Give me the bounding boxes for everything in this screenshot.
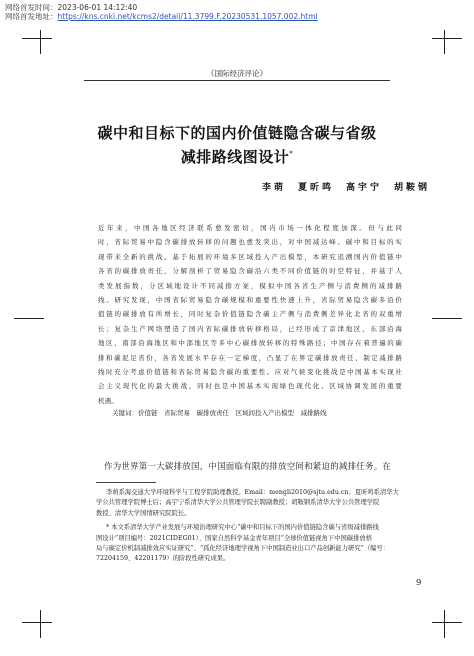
footnote-line: * 本文系清华大学产业发展与环境治理研究中心“碳中和目标下的国内价值链隐含碳与省级减排路线 xyxy=(106,524,379,532)
crop-mark-top-right-v xyxy=(444,30,445,54)
abstract-line: 值链的碳排放有所增长，同时复杂价值链隐含碳主产侧与消费侧差异化北省的双重增 xyxy=(98,310,402,319)
crop-mark-top-left-v xyxy=(40,30,41,54)
footnote-line: 局与碳定价机制减排效应实证研究”、“孤化经济地理学视角下中国制造业出口产品创新能力研究”（编号： xyxy=(96,545,390,553)
online-first-url-link[interactable]: https://kns.cnki.net/kcms2/detail/11.3799.F.20230531.1057.002.html xyxy=(57,12,318,21)
footnote-line: 72204159、42201179）的阶段性研究成果。 xyxy=(96,555,230,563)
body-first-line: 作为世界第一大碳排放国，中国面临有限的排放空间和紧迫的减排任务。在 xyxy=(104,462,392,472)
abstract-line: 线时充分考虑价值链和省际贸易隐含碳的重要性。应对气候变化挑战是中国基本实现社 xyxy=(98,368,402,377)
crop-mark-bottom-right-h xyxy=(432,622,462,623)
online-first-address xyxy=(5,12,318,21)
article-title-line2-text: 减排路线图设计 xyxy=(180,148,290,166)
abstract-line: 排和碳泥足省份，各省发展水平存在一定梯度，凸显了在界定碳排放责任、制定减排路 xyxy=(98,353,402,362)
footnote-line: 学公共管理学院博士后；高宇宁系清华大学公共管理学院长聘副教授；胡鞍钢系清华大学公共管理学院 xyxy=(96,499,380,507)
article-authors: 李萌 夏昕鸣 高宇宁 胡鞍钢 xyxy=(261,183,430,193)
abstract-line: 各省的碳排放责任，分解剖析了贸易隐含碳沿六类不同价值链的时空特征，并基于人 xyxy=(98,267,402,276)
article-title-line1: 碳中和目标下的国内价值链隐含碳与省级 xyxy=(97,124,377,142)
article-keywords: 关键词：价值链 省际贸易 碳排放责任 区域间投入产出模型 减排路线 xyxy=(112,409,327,417)
abstract-line: 机遇。 xyxy=(98,396,118,405)
footnote-line: 教授、清华大学国情研究院院长。 xyxy=(96,509,191,517)
footnote-line: 图设计”项目编号：2021CIDEG01）、国家自然科学基金青年项目“全球价值链视角下中国碳排放格 xyxy=(96,534,372,542)
abstract-line: 类发展指数，分区域地设计不同减排方案，模拟中国各省生产侧与消费侧的减排路 xyxy=(98,281,402,290)
page-number: 9 xyxy=(416,578,422,588)
abstract-line: 近年来，中国各地区经济联系愈发密切，国内市场一体化程度加深。但与此同 xyxy=(98,224,402,232)
crop-mark-mid-left xyxy=(14,318,44,319)
footnote-divider xyxy=(96,482,156,483)
crop-mark-bottom-left-h xyxy=(22,622,52,623)
journal-name: 《国际经济评论》 xyxy=(207,69,267,78)
crop-mark-bottom-left-v xyxy=(40,610,41,638)
article-title-line2 xyxy=(0,146,474,167)
abstract-line: 地区、南部沿海地区和中部地区等多中心碳排放转移的特殊路径；中国存在着普遍的碳 xyxy=(98,339,402,348)
online-first-time xyxy=(5,3,137,12)
article-abstract xyxy=(98,221,402,408)
crop-mark-mid-right xyxy=(432,318,462,319)
abstract-line: 会主义现代化的最大挑战，同时也是中国基本实现绿色现代化、区域协调发展的重要 xyxy=(98,382,402,391)
online-first-address-label: 网络首发地址： xyxy=(5,12,58,21)
crop-mark-bottom-right-v xyxy=(444,610,445,638)
abstract-line: 时，省际贸易中隐含碳排放转移的问题也愈发突出，对中国减达峰、碳中和目标的实 xyxy=(98,238,402,247)
journal-divider xyxy=(84,80,390,81)
crop-mark-top-left-h xyxy=(22,38,52,39)
online-first-time-label: 网络首发时间： xyxy=(5,3,58,12)
abstract-line: 长；复杂生产网络塑造了国内省际碳排放转移格局，已经形成了京津地区、东部沿海 xyxy=(98,324,402,333)
abstract-line: 现带来全新的挑战。基于拓展的环境多区域投入产出模型，本研究追溯国内价值链中 xyxy=(98,252,402,261)
footnotes xyxy=(96,488,420,565)
title-footnote-mark: * xyxy=(289,150,294,158)
online-first-time-value: 2023-06-01 14:12:40 xyxy=(57,3,138,12)
footnote-line: 李萌系海交通大学环境科学与工程学院助理教授。Email：mengli2010@sjtu.edu.cn；夏昕鸣系清华大 xyxy=(106,489,399,496)
crop-mark-top-right-h xyxy=(432,38,462,39)
abstract-line: 线。研究发现，中国省际贸易隐含碳规模和重要性快速上升，省际贸易隐含碳多沿价 xyxy=(98,296,402,305)
